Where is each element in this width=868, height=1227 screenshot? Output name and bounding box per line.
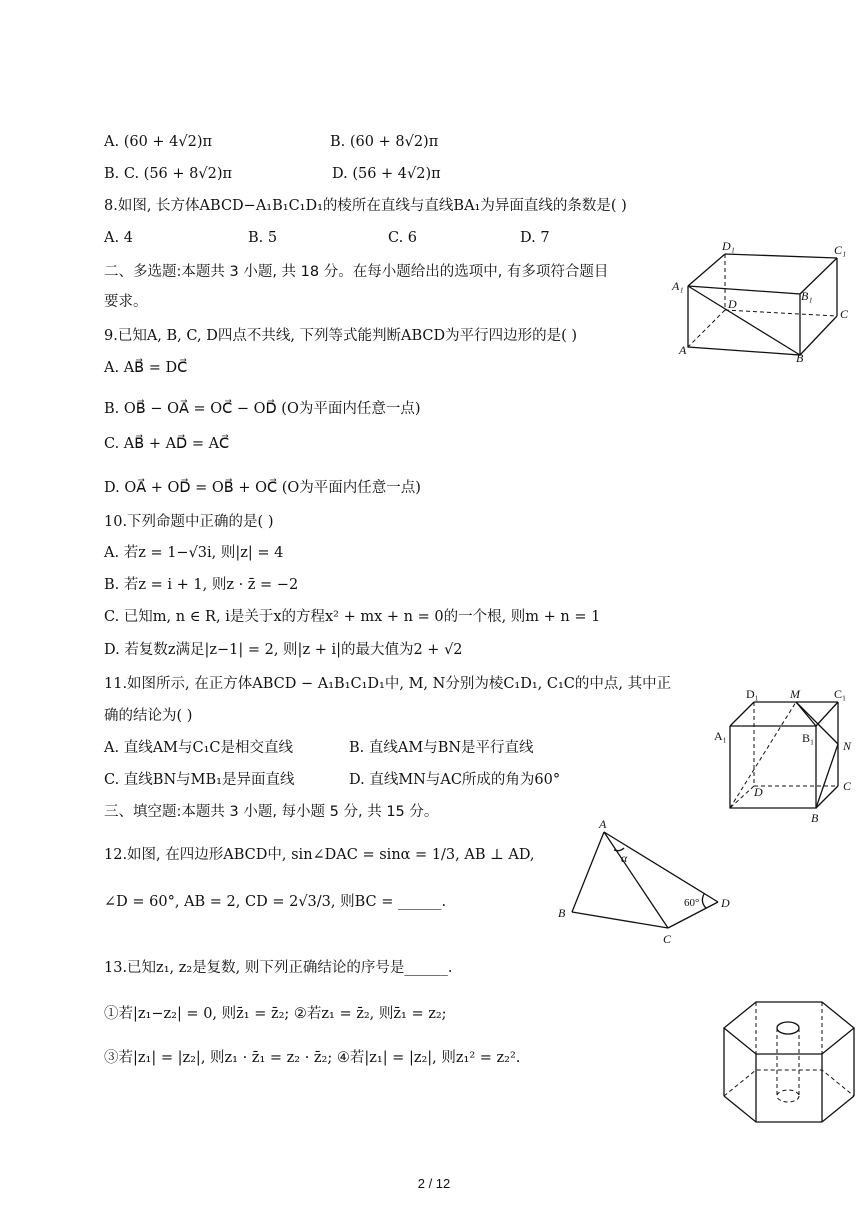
label-A1: A₁ [672,279,684,293]
label-B: B [811,811,819,825]
hexagonal-prism-figure [716,996,864,1130]
q9-option-b: B. OB⃗ − OA⃗ = OC⃗ − OD⃗ (O为平面内任意一点) [104,401,421,417]
label-B1: B₁ [801,289,813,303]
q11-option-c: C. 直线BN与MB₁是异面直线 [104,772,295,788]
q10-option-a: A. 若z = 1−√3i, 则|z| = 4 [104,545,284,561]
label-A: A [679,343,687,357]
cube-figure [712,684,862,826]
label-M: M [790,687,800,701]
q9-option-c: C. AB⃗ + AD⃗ = AC⃗ [104,436,230,452]
q7-option-b: B. (60 + 8√2)π [330,134,439,150]
q13-statements-1-2: ①若|z₁−z₂| = 0, 则z̄₁ = z̄₂; ②若z₁ = z̄₂, 则z̄₁ = z₂; [104,1006,447,1022]
label-C: C [843,779,852,793]
section-2-heading-cont: 要求。 [104,294,148,310]
label-C1: C₁ [834,687,847,701]
label-C: C [840,307,849,321]
label-alpha: α [621,851,628,865]
label-D1: D₁ [746,687,759,701]
label-D1: D₁ [722,239,735,253]
q8-option-a: A. 4 [104,230,133,246]
quadrilateral-figure [552,816,742,948]
q10-option-d: D. 若复数z满足|z−1| = 2, 则|z + i|的最大值为2 + √2 [104,642,463,658]
q11-option-a: A. 直线AM与C₁C是相交直线 [104,740,294,756]
label-N: N [843,739,852,753]
label-C: C [663,932,672,946]
label-C1: C₁ [834,243,847,257]
q8-option-c: C. 6 [388,230,418,246]
question-13: 13.已知z₁, z₂是复数, 则下列正确结论的序号是______. [104,960,453,976]
q11-option-b: B. 直线AM与BN是平行直线 [349,740,534,756]
label-B1: B₁ [802,731,815,745]
label-D: D [721,896,730,910]
question-12: 12.如图, 在四边形ABCD中, sin∠DAC = sinα = 1/3, AB ⊥ AD, [104,847,535,863]
label-B: B [796,351,804,365]
section-2-heading: 二、多选题:本题共 3 小题, 共 18 分。在每小题给出的选项中, 有多项符合题目 [104,264,609,280]
q10-option-c: C. 已知m, n ∈ R, i是关于x的方程x² + mx + n = 0的一个根, 则m + n = 1 [104,609,601,625]
label-A1: A₁ [714,729,727,743]
q9-option-a: A. AB⃗ = DC⃗ [104,360,188,376]
question-11: 11.如图所示, 在正方体ABCD − A₁B₁C₁D₁中, M, N分别为棱C₁D₁, C₁C的中点, 其中正 [104,676,672,692]
question-11-cont: 确的结论为( ) [104,708,193,724]
q10-option-b: B. 若z = i + 1, 则z · z̄ = −2 [104,577,299,593]
cuboid-figure [670,238,860,368]
question-10: 10.下列命题中正确的是( ) [104,514,274,530]
label-D: D [728,297,737,311]
label-B: B [558,906,566,920]
label-A: A [599,817,607,831]
q8-option-d: D. 7 [520,230,550,246]
q7-option-a: A. (60 + 4√2)π [104,134,213,150]
q8-option-b: B. 5 [248,230,278,246]
label-D: D [754,785,763,799]
question-9: 9.已知A, B, C, D四点不共线, 下列等式能判断ABCD为平行四边形的是( ) [104,328,578,344]
q7-option-d: D. (56 + 4√2)π [332,166,441,182]
label-angle-60: 60° [684,897,700,909]
section-3-heading: 三、填空题:本题共 3 小题, 每小题 5 分, 共 15 分。 [104,804,439,820]
q13-statements-3-4: ③若|z₁| = |z₂|, 则z₁ · z̄₁ = z₂ · z̄₂; ④若|z₁| = |z₂|, 则z₁² = z₂². [104,1050,521,1066]
q11-option-d: D. 直线MN与AC所成的角为60° [349,772,561,788]
q9-option-d: D. OA⃗ + OD⃗ = OB⃗ + OC⃗ (O为平面内任意一点) [104,480,421,496]
page-number: 2 / 12 [417,1176,451,1191]
question-12-cont: ∠D = 60°, AB = 2, CD = 2√3/3, 则BC = ______. [104,894,447,910]
question-8: 8.如图, 长方体ABCD−A₁B₁C₁D₁的棱所在直线与直线BA₁为异面直线的条数是( ) [104,198,627,214]
q7-option-c: B. C. (56 + 8√2)π [104,166,233,182]
